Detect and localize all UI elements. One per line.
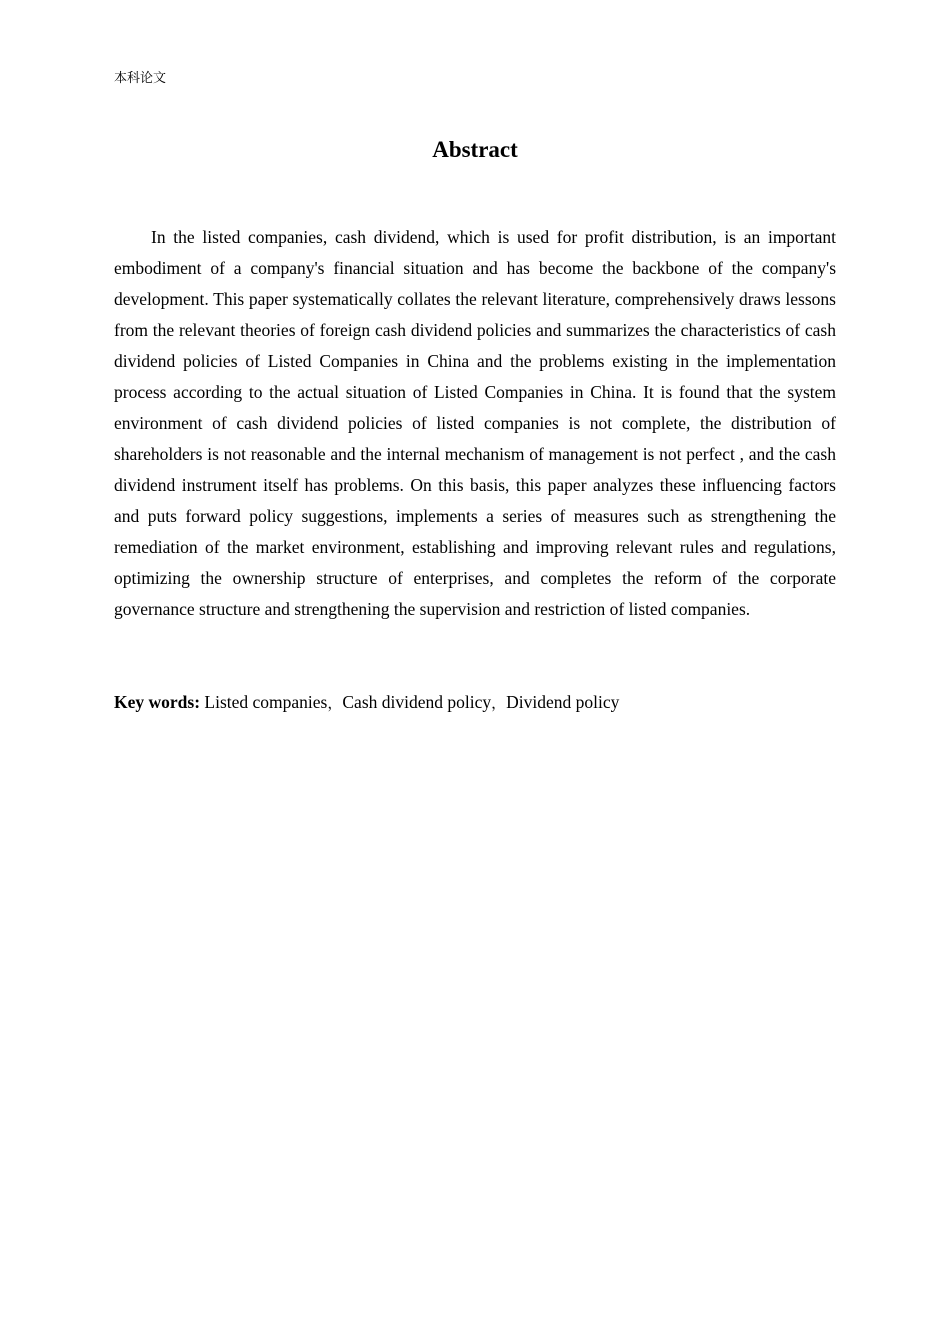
- keyword-separator: ，: [327, 694, 343, 712]
- running-header: 本科论文: [114, 71, 167, 86]
- keyword-item: Cash dividend policy: [342, 692, 492, 712]
- abstract-title: Abstract: [432, 137, 518, 162]
- keyword-item: Listed companies: [204, 692, 328, 712]
- keywords-label: Key words:: [114, 692, 201, 712]
- abstract-body: In the listed companies, cash dividend, which is used for profit distribution, is an important embodiment of a company's financial situation and has become the backbone of the company's development. This paper systematically collates the relevant literature, comprehensively draws lessons from the relevant theories of foreign cash dividend policies and summarizes the characteristics of cash dividend policies of Listed Companies in China and the problems existing in the implementation process according to the actual situation of Listed Companies in China. It is found that the system environment of cash dividend policies of listed companies is not complete, the distribution of shareholders is not reasonable and the internal mechanism of management is not perfect , and the cash dividend instrument itself has problems. On this basis, this paper analyzes these influencing factors and puts forward policy suggestions, implements a series of measures such as strengthening the remediation of the market environment, establishing and improving relevant rules and regulations, optimizing the ownership structure of enterprises, and completes the reform of the corporate governance structure and strengthening the supervision and restriction of listed companies.: [114, 227, 836, 619]
- keyword-item: Dividend policy: [506, 692, 620, 712]
- keywords-line: [114, 688, 836, 717]
- keyword-separator: ，: [491, 694, 507, 712]
